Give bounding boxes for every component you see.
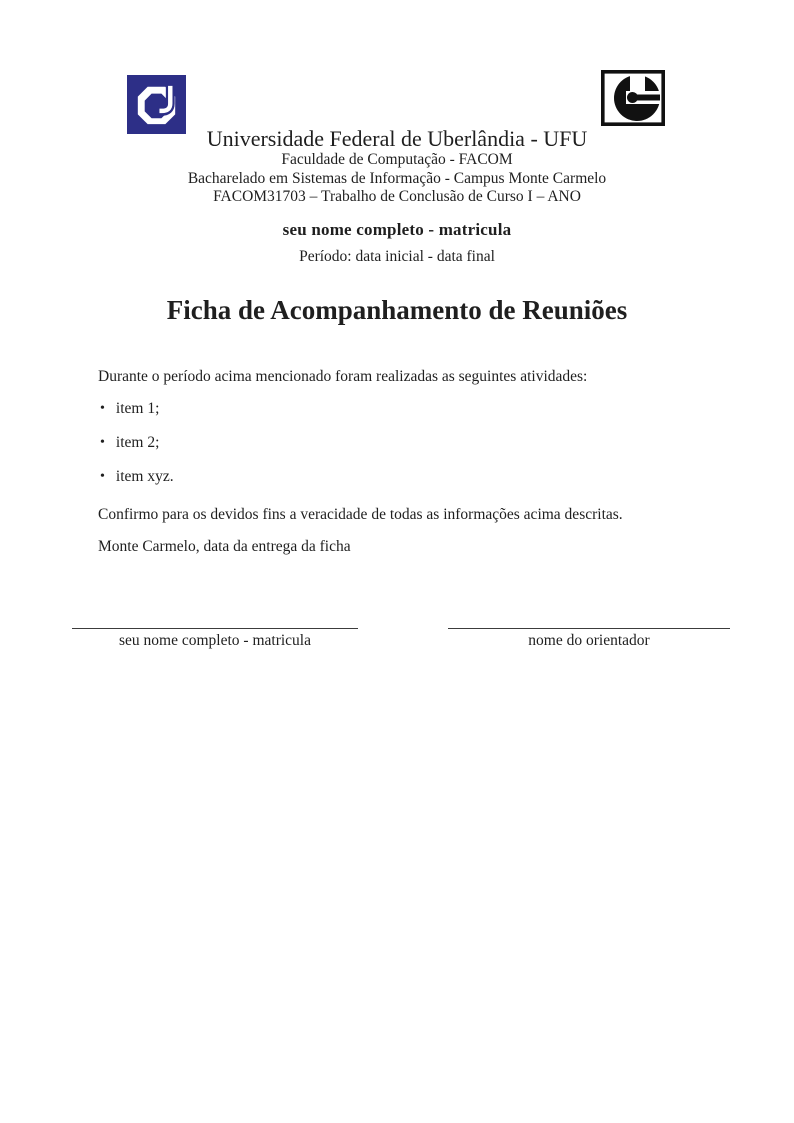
signature-line-advisor — [448, 628, 730, 650]
faculty-name: Faculdade de Computação - FACOM — [281, 151, 513, 168]
facom-logo-icon — [601, 70, 665, 126]
list-item — [100, 468, 660, 485]
intro-paragraph: Durante o período acima mencionado foram realizadas as seguintes atividades: — [98, 368, 588, 385]
list-item-text: item 1; — [115, 400, 160, 417]
list-item-text: item xyz. — [115, 468, 174, 485]
signature-label-student: seu nome completo - matricula — [119, 632, 311, 649]
bullet-icon: • — [100, 469, 105, 484]
page-title: Ficha de Acompanhamento de Reuniões — [166, 295, 628, 325]
bullet-icon: • — [100, 401, 105, 416]
place-date-line: Monte Carmelo, data da entrega da ficha — [98, 538, 351, 555]
list-item-text: item 2; — [115, 434, 160, 451]
course-name: FACOM31703 – Trabalho de Conclusão de Curso I – ANO — [213, 188, 581, 205]
signature-line-student — [72, 628, 358, 650]
signature-label-advisor: nome do orientador — [528, 632, 650, 649]
university-name: Universidade Federal de Uberlândia - UFU — [206, 126, 588, 151]
period-line: Período: data inicial - data final — [299, 248, 495, 265]
letterhead — [0, 126, 794, 207]
list-item — [100, 434, 660, 451]
student-name-line: seu nome completo - matricula — [282, 220, 512, 239]
bullet-icon: • — [100, 435, 105, 450]
program-name: Bacharelado em Sistemas de Informação - Campus Monte Carmelo — [187, 169, 607, 187]
confirmation-paragraph: Confirmo para os devidos fins a veracidade de todas as informações acima descritas. — [98, 506, 623, 523]
list-item — [100, 400, 660, 417]
activity-list — [100, 400, 660, 502]
